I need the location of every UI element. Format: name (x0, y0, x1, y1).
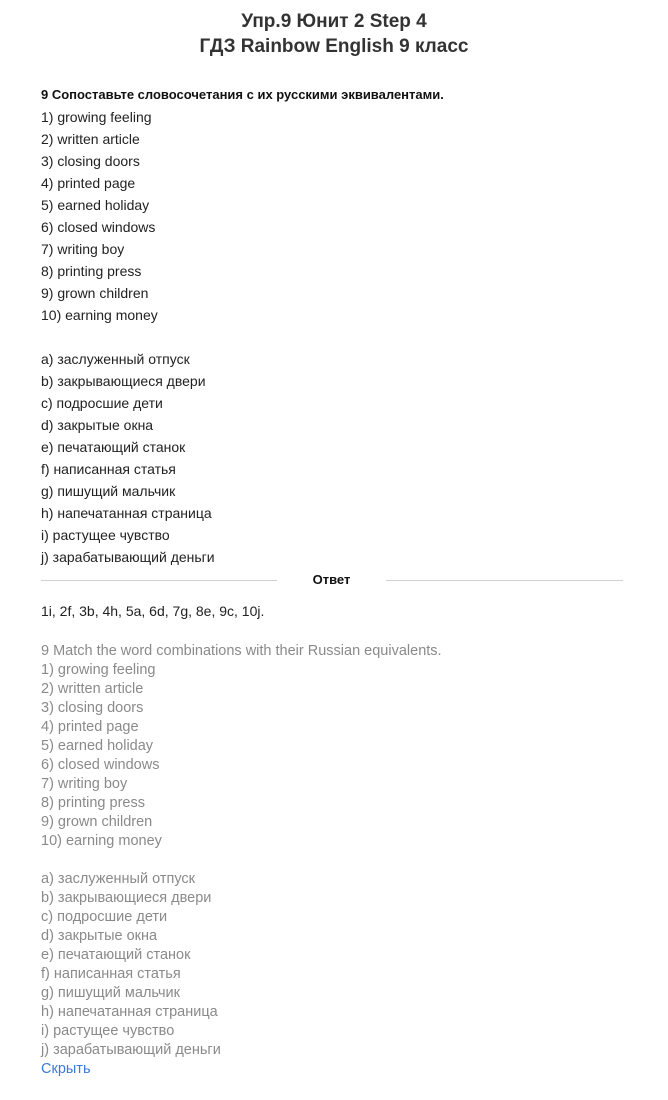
list-item: g) пишущий мальчик (41, 985, 180, 1001)
list-item: 9) grown children (41, 285, 149, 301)
task-english-list (41, 106, 623, 326)
answer-label: Ответ (312, 572, 351, 587)
list-item: 10) earning money (41, 833, 162, 849)
list-item: а) заслуженный отпуск (41, 351, 190, 367)
list-item: 3) closing doors (41, 700, 144, 716)
exercise-content (41, 84, 623, 1079)
list-item: 7) writing boy (41, 241, 125, 257)
list-item: 5) earned holiday (41, 197, 150, 213)
list-item: b) закрывающиеся двери (41, 373, 206, 389)
list-item: 2) written article (41, 131, 140, 147)
list-item: а) заслуженный отпуск (41, 871, 196, 887)
list-item: i) растущее чувство (41, 1023, 175, 1039)
page-title (0, 0, 668, 59)
hide-translation-link[interactable]: Скрыть (41, 1061, 91, 1077)
list-item: 10) earning money (41, 307, 158, 323)
list-item: g) пишущий мальчик (41, 483, 176, 499)
list-item: 2) written article (41, 681, 144, 697)
translation-heading: 9 Match the word combinations with their Russian equivalents. (41, 643, 442, 659)
list-item: i) растущее чувство (41, 527, 170, 543)
list-item: 4) printed page (41, 175, 136, 191)
list-item: 8) printing press (41, 263, 142, 279)
list-item: h) напечатанная страница (41, 505, 212, 521)
answer-divider (41, 569, 623, 591)
list-item: с) подросшие дети (41, 909, 168, 925)
list-item: 9) grown children (41, 814, 153, 830)
divider-rule-right (386, 580, 623, 581)
spacer (41, 326, 623, 348)
task-heading: 9 Сопоставьте словосочетания с их русскими эквивалентами. (41, 87, 444, 102)
list-item: h) напечатанная страница (41, 1004, 218, 1020)
list-item: d) закрытые окна (41, 417, 154, 433)
translation-block (41, 642, 623, 1079)
list-item: 3) closing doors (41, 153, 140, 169)
list-item: 1) growing feeling (41, 109, 152, 125)
list-item: 1) growing feeling (41, 662, 156, 678)
list-item: 6) closed windows (41, 757, 160, 773)
page-title-line-1: Упр.9 Юнит 2 Step 4 (241, 11, 427, 32)
list-item: е) печатающий станок (41, 947, 191, 963)
list-item: 4) printed page (41, 719, 139, 735)
list-item: j) зарабатывающий деньги (41, 549, 215, 565)
list-item: 8) printing press (41, 795, 145, 811)
list-item: j) зарабатывающий деньги (41, 1042, 221, 1058)
answer-text: 1i, 2f, 3b, 4h, 5a, 6d, 7g, 8e, 9c, 10j. (41, 603, 265, 619)
list-item: b) закрывающиеся двери (41, 890, 212, 906)
list-item: f) написанная статья (41, 966, 181, 982)
list-item: е) печатающий станок (41, 439, 186, 455)
task-russian-list (41, 348, 623, 568)
list-item: 5) earned holiday (41, 738, 154, 754)
divider-rule-left (41, 580, 277, 581)
page-title-line-2: ГДЗ Rainbow English 9 класс (199, 36, 469, 57)
list-item: 7) writing boy (41, 776, 128, 792)
list-item: d) закрытые окна (41, 928, 158, 944)
list-item: 6) closed windows (41, 219, 156, 235)
spacer (41, 851, 623, 870)
list-item: f) написанная статья (41, 461, 176, 477)
list-item: с) подросшие дети (41, 395, 163, 411)
